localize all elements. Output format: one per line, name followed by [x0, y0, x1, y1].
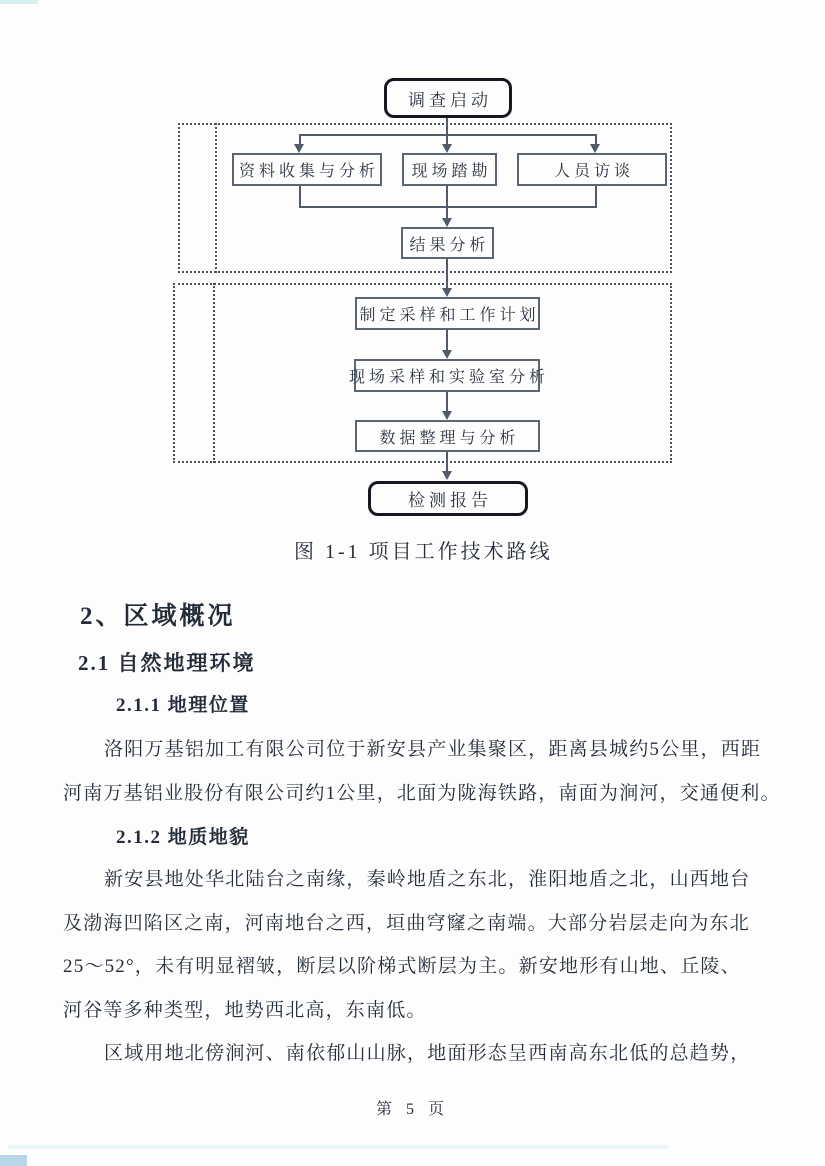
section-heading-geographic-location: 2.1.1 地理位置	[116, 695, 250, 716]
connector-line	[446, 330, 448, 352]
flow-node-data-analysis: 数据整理与分析	[355, 420, 540, 452]
flow-node-report: 检测报告	[368, 481, 528, 516]
scan-artifact	[0, 0, 38, 4]
paragraph-line: 新安县地处华北陆台之南缘，秦岭地盾之东北，淮阳地盾之北，山西地台	[104, 869, 751, 890]
arrow-down-icon	[442, 350, 452, 359]
paragraph-line: 洛阳万基铝加工有限公司位于新安县产业集聚区，距离县城约5公里，西距	[104, 739, 762, 760]
arrow-down-icon	[442, 411, 452, 420]
page-footer: 第 5 页	[375, 1101, 449, 1118]
scan-artifact	[8, 1145, 668, 1149]
arrow-down-icon	[442, 144, 452, 153]
section-heading-natural-geography: 2.1 自然地理环境	[78, 651, 256, 675]
flow-node-collect: 资料收集与分析	[232, 153, 382, 186]
flow-node-start: 调查启动	[384, 78, 512, 118]
connector-line	[595, 185, 597, 208]
phase2-region-divider	[213, 283, 215, 463]
paragraph-line: 河南万基铝业股份有限公司约1公里，北面为陇海铁路，南面为涧河，交通便利。	[63, 783, 781, 804]
arrow-down-icon	[294, 144, 304, 153]
flow-node-interview: 人员访谈	[517, 153, 667, 186]
connector-line	[299, 134, 597, 136]
connector-line	[299, 206, 597, 208]
flow-node-sampling: 现场采样和实验室分析	[354, 359, 540, 392]
arrow-down-icon	[442, 471, 452, 480]
paragraph-line: 河谷等多种类型，地势西北高，东南低。	[63, 1000, 427, 1021]
connector-line	[446, 258, 448, 290]
flow-node-plan: 制定采样和工作计划	[355, 297, 540, 330]
paragraph-line: 及渤海凹陷区之南，河南地台之西，垣曲穹窿之南端。大部分岩层走向为东北	[63, 913, 750, 934]
arrow-down-icon	[590, 144, 600, 153]
paragraph-line: 区域用地北傍涧河、南依郁山山脉，地面形态呈西南高东北低的总趋势，	[104, 1043, 751, 1064]
flow-node-survey: 现场踏勘	[402, 153, 497, 186]
section-heading-geology-landform: 2.1.2 地质地貌	[116, 827, 250, 848]
arrow-down-icon	[442, 288, 452, 297]
scan-artifact	[0, 1155, 27, 1166]
connector-line	[299, 185, 301, 208]
figure-caption: 图 1-1 项目工作技术路线	[294, 541, 553, 563]
paragraph-line: 25～52°，未有明显褶皱，断层以阶梯式断层为主。新安地形有山地、丘陵、	[63, 956, 741, 977]
arrow-down-icon	[442, 218, 452, 227]
connector-line	[446, 392, 448, 413]
section-heading-region-overview: 2、区域概况	[80, 603, 236, 630]
connector-line	[446, 185, 448, 208]
phase1-region-divider	[215, 123, 217, 273]
flow-node-result: 结果分析	[401, 227, 494, 259]
